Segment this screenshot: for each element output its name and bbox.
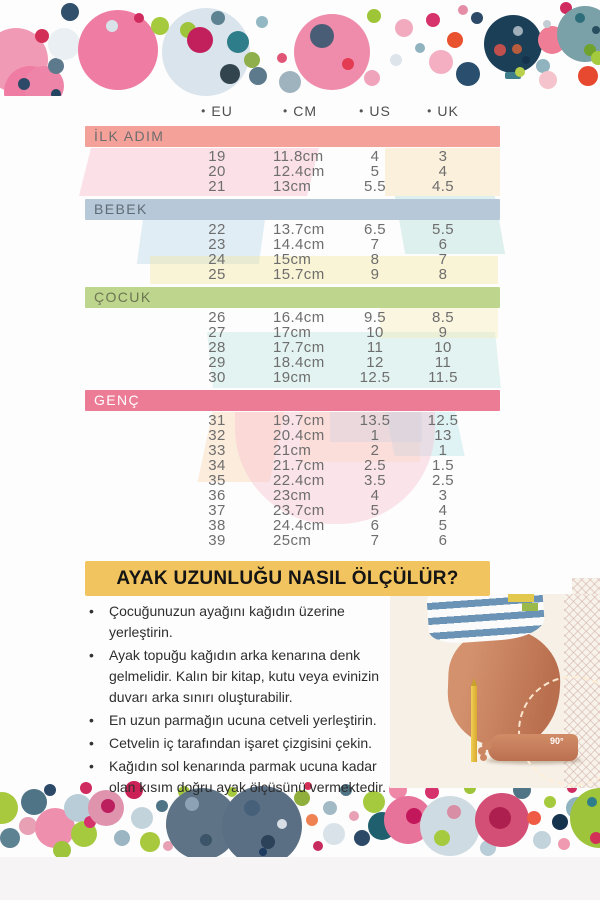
bullet-marker: • xyxy=(89,603,94,619)
size-row xyxy=(85,370,500,385)
size-row xyxy=(85,488,500,503)
cell-eu: 31 xyxy=(208,412,226,429)
cell-us: 2.5 xyxy=(363,457,387,474)
size-section-i-lk-adim xyxy=(85,126,500,194)
cell-us: 6 xyxy=(370,517,380,534)
instruction-item xyxy=(87,756,395,798)
cell-cm: 16.4cm xyxy=(273,309,325,326)
cell-cm: 25cm xyxy=(273,532,312,549)
instruction-text: Ayak topuğu kağıdın arka kenarına denk gelmelidir. Kalın bir kitap, kutu veya evinizin duvarı arka sınırı oluşturabilir. xyxy=(109,647,380,705)
cell-eu: 38 xyxy=(208,517,226,534)
cell-eu: 28 xyxy=(208,339,226,356)
cell-cm: 13cm xyxy=(273,178,312,195)
cell-uk: 4 xyxy=(438,502,448,519)
category-banner-bebek: BEBEK xyxy=(85,199,500,220)
cell-us: 11 xyxy=(366,339,384,356)
cell-uk: 11.5 xyxy=(428,369,458,386)
category-banner-genc: GENÇ xyxy=(85,390,500,411)
cell-uk: 4.5 xyxy=(431,178,455,195)
cell-cm: 21cm xyxy=(273,442,312,459)
cell-us: 8 xyxy=(370,251,380,268)
cell-us: 2 xyxy=(370,442,380,459)
size-row xyxy=(85,428,500,443)
size-row xyxy=(85,503,500,518)
cell-cm: 13.7cm xyxy=(273,221,325,238)
bullet-dot-icon: • xyxy=(359,104,365,118)
size-row xyxy=(85,443,500,458)
cell-us: 10 xyxy=(366,324,384,341)
cell-cm: 20.4cm xyxy=(273,427,325,444)
bullet-marker: • xyxy=(89,712,94,728)
size-sections xyxy=(85,126,500,548)
instruction-text: Cetvelin iç tarafından işaret çizgisini çekin. xyxy=(109,735,373,751)
cell-cm: 19cm xyxy=(273,369,312,386)
cell-eu: 39 xyxy=(208,532,226,549)
measure-instructions xyxy=(87,601,395,800)
size-rows xyxy=(85,222,500,282)
pencil xyxy=(471,686,477,762)
cell-us: 5.5 xyxy=(363,178,387,195)
cell-cm: 19.7cm xyxy=(273,412,325,429)
cell-us: 7 xyxy=(370,236,380,253)
cell-eu: 19 xyxy=(208,148,226,165)
cell-us: 9 xyxy=(370,266,380,283)
cell-us: 7 xyxy=(370,532,380,549)
cell-uk: 12.5 xyxy=(427,412,459,429)
bullet-marker: • xyxy=(89,647,94,663)
cell-us: 5 xyxy=(370,502,380,519)
cell-us: 1 xyxy=(370,427,380,444)
instruction-item xyxy=(87,733,395,754)
measurement-photo xyxy=(390,594,600,788)
cell-cm: 18.4cm xyxy=(273,354,325,371)
column-header-cm xyxy=(257,103,343,119)
size-section-bebek xyxy=(85,199,500,282)
cell-cm: 12.4cm xyxy=(273,163,325,180)
cell-eu: 27 xyxy=(208,324,226,341)
category-banner-i-lk-adim: İLK ADIM xyxy=(85,126,500,147)
cell-cm: 21.7cm xyxy=(273,457,325,474)
column-header-label: US xyxy=(369,103,391,119)
cell-eu: 25 xyxy=(208,266,226,283)
cell-cm: 17cm xyxy=(273,324,312,341)
category-banner-cocuk: ÇOCUK xyxy=(85,287,500,308)
pencil-tip xyxy=(471,678,477,686)
size-row xyxy=(85,533,500,548)
cell-uk: 7 xyxy=(438,251,448,268)
size-row xyxy=(85,340,500,355)
instruction-text: Çocuğunuzun ayağını kağıdın üzerine yerleştirin. xyxy=(109,603,345,640)
size-rows xyxy=(85,310,500,385)
column-header-label: EU xyxy=(211,103,233,119)
size-row xyxy=(85,222,500,237)
cell-eu: 24 xyxy=(208,251,226,268)
cell-cm: 15.7cm xyxy=(273,266,325,283)
size-row xyxy=(85,458,500,473)
size-row xyxy=(85,252,500,267)
cell-eu: 35 xyxy=(208,472,226,489)
cell-cm: 22.4cm xyxy=(273,472,325,489)
instruction-item xyxy=(87,645,395,708)
size-row xyxy=(85,310,500,325)
cell-eu: 21 xyxy=(208,178,226,195)
decorative-dots-top-border xyxy=(0,0,600,96)
cell-cm: 23cm xyxy=(273,487,312,504)
instruction-text: En uzun parmağın ucuna cetveli yerleştirin. xyxy=(109,712,377,728)
cell-us: 5 xyxy=(370,163,380,180)
baby-toe xyxy=(480,754,487,761)
instruction-text: Kağıdın sol kenarında parmak ucuna kadar olan kısım doğru ayak ölçüsünü vermektedir. xyxy=(109,758,387,795)
cell-cm: 14.4cm xyxy=(273,236,325,253)
cell-us: 3.5 xyxy=(363,472,387,489)
cell-eu: 29 xyxy=(208,354,226,371)
cell-cm: 11.8cm xyxy=(273,148,324,165)
cell-uk: 4 xyxy=(438,163,448,180)
cell-uk: 9 xyxy=(438,324,448,341)
cell-us: 4 xyxy=(370,487,380,504)
cell-uk: 8.5 xyxy=(431,309,455,326)
size-row xyxy=(85,149,500,164)
instruction-item xyxy=(87,710,395,731)
bullet-marker: • xyxy=(89,735,94,751)
cell-us: 9.5 xyxy=(363,309,387,326)
instruction-item xyxy=(87,601,395,643)
cell-eu: 36 xyxy=(208,487,226,504)
size-row xyxy=(85,267,500,282)
cell-eu: 20 xyxy=(208,163,226,180)
cell-eu: 30 xyxy=(208,369,226,386)
column-header-eu xyxy=(177,103,257,119)
cell-eu: 32 xyxy=(208,427,226,444)
size-row xyxy=(85,179,500,194)
cell-uk: 13 xyxy=(434,427,452,444)
cell-uk: 5 xyxy=(438,517,448,534)
cell-uk: 3 xyxy=(438,487,448,504)
baby-foot xyxy=(488,734,578,761)
cell-cm: 23.7cm xyxy=(273,502,325,519)
size-row xyxy=(85,325,500,340)
size-rows xyxy=(85,149,500,194)
cell-uk: 1.5 xyxy=(431,457,455,474)
cell-eu: 22 xyxy=(208,221,226,238)
cell-eu: 23 xyxy=(208,236,226,253)
bullet-dot-icon: • xyxy=(283,104,289,118)
cell-us: 13.5 xyxy=(359,412,391,429)
cell-uk: 2.5 xyxy=(431,472,455,489)
cell-uk: 6 xyxy=(438,236,448,253)
bullet-marker: • xyxy=(89,758,94,774)
column-header-row xyxy=(85,101,500,121)
cell-us: 12 xyxy=(366,354,384,371)
angle-label: 90° xyxy=(550,736,564,746)
size-row xyxy=(85,355,500,370)
cell-uk: 5.5 xyxy=(431,221,455,238)
cell-us: 6.5 xyxy=(363,221,387,238)
measure-title: AYAK UZUNLUĞU NASIL ÖLÇÜLÜR? xyxy=(116,568,459,589)
cell-uk: 11 xyxy=(434,354,452,371)
size-row xyxy=(85,237,500,252)
cell-cm: 24.4cm xyxy=(273,517,325,534)
carpet xyxy=(390,761,600,788)
bullet-dot-icon: • xyxy=(201,104,207,118)
cell-uk: 1 xyxy=(438,442,448,459)
cell-cm: 15cm xyxy=(273,251,312,268)
bullet-dot-icon: • xyxy=(427,104,433,118)
size-section-genc xyxy=(85,390,500,548)
footer-background xyxy=(0,857,600,900)
shorts-stripe-green xyxy=(522,603,538,611)
cell-cm: 17.7cm xyxy=(273,339,325,356)
cell-eu: 37 xyxy=(208,502,226,519)
cell-us: 4 xyxy=(370,148,380,165)
column-header-label: UK xyxy=(437,103,459,119)
cell-uk: 10 xyxy=(434,339,452,356)
column-header-us xyxy=(343,103,407,119)
size-row xyxy=(85,518,500,533)
cell-us: 12.5 xyxy=(359,369,391,386)
size-table xyxy=(85,101,500,548)
cell-uk: 8 xyxy=(438,266,448,283)
size-section-cocuk xyxy=(85,287,500,385)
size-row xyxy=(85,164,500,179)
size-row xyxy=(85,413,500,428)
cell-uk: 3 xyxy=(438,148,448,165)
shorts-stripe-yellow xyxy=(508,594,534,602)
cell-uk: 6 xyxy=(438,532,448,549)
cell-eu: 33 xyxy=(208,442,226,459)
cell-eu: 26 xyxy=(208,309,226,326)
column-header-label: CM xyxy=(293,103,317,119)
column-header-uk xyxy=(407,103,479,119)
size-row xyxy=(85,473,500,488)
size-rows xyxy=(85,413,500,548)
cell-eu: 34 xyxy=(208,457,226,474)
measure-title-banner xyxy=(85,561,490,596)
